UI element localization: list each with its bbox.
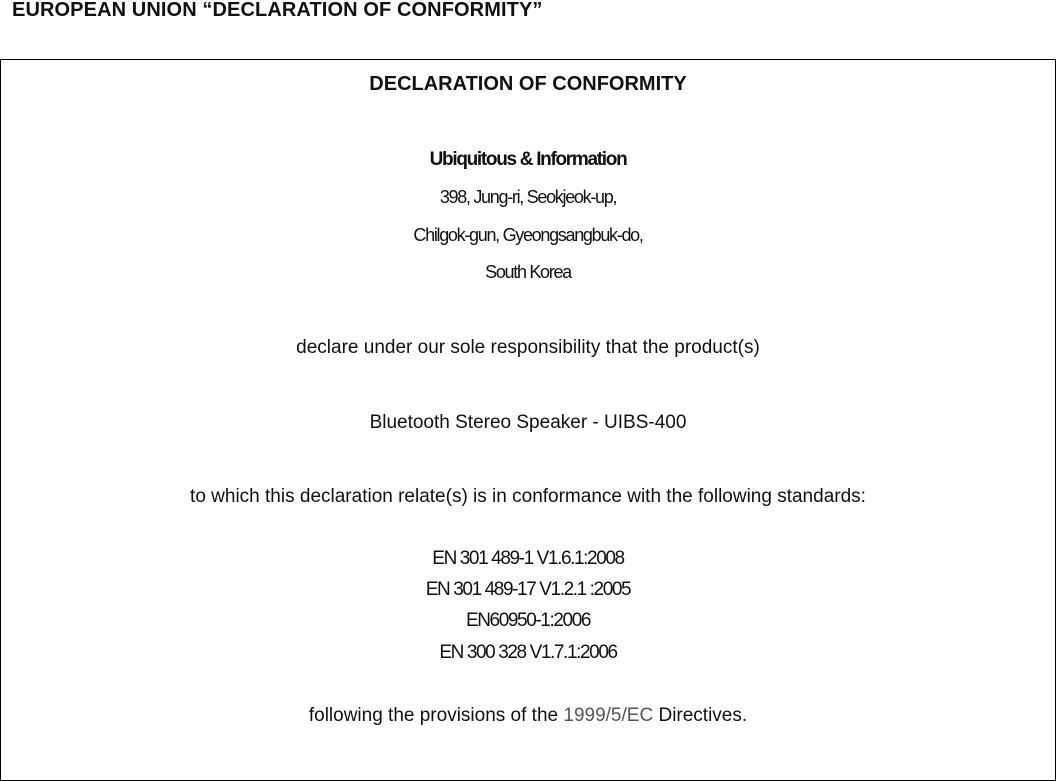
address-line: 398, Jung-ri, Seokjeok-up, [439,187,617,207]
provisions-suffix: Directives. [653,705,748,726]
responsibility-statement: declare under our sole responsibility that the product(s) [296,337,760,358]
directive-reference: 1999/5/EC [563,705,654,726]
conformance-statement: to which this declaration relate(s) is in conformance with the following standards: [190,486,866,507]
standard-item: EN 300 328 V1.7.1:2006 [439,642,617,663]
standard-item: EN 301 489-17 V1.2.1 :2005 [425,579,631,600]
page-heading: EUROPEAN UNION “DECLARATION OF CONFORMITY” [12,0,543,21]
declaration-box [0,59,1056,781]
declaration-title: DECLARATION OF CONFORMITY [369,73,687,95]
address-line: South Korea [485,262,571,282]
standard-item: EN 301 489-1 V1.6.1:2008 [432,548,624,569]
standard-item: EN60950-1:2006 [465,610,591,631]
provisions-prefix: following the provisions of the [308,705,564,726]
provisions-statement [1,705,1055,727]
company-name: Ubiquitous & Information [429,149,627,170]
product-name: Bluetooth Stereo Speaker - UIBS-400 [369,412,687,433]
address-line: Chilgok-gun, Gyeongsangbuk-do, [413,225,643,245]
